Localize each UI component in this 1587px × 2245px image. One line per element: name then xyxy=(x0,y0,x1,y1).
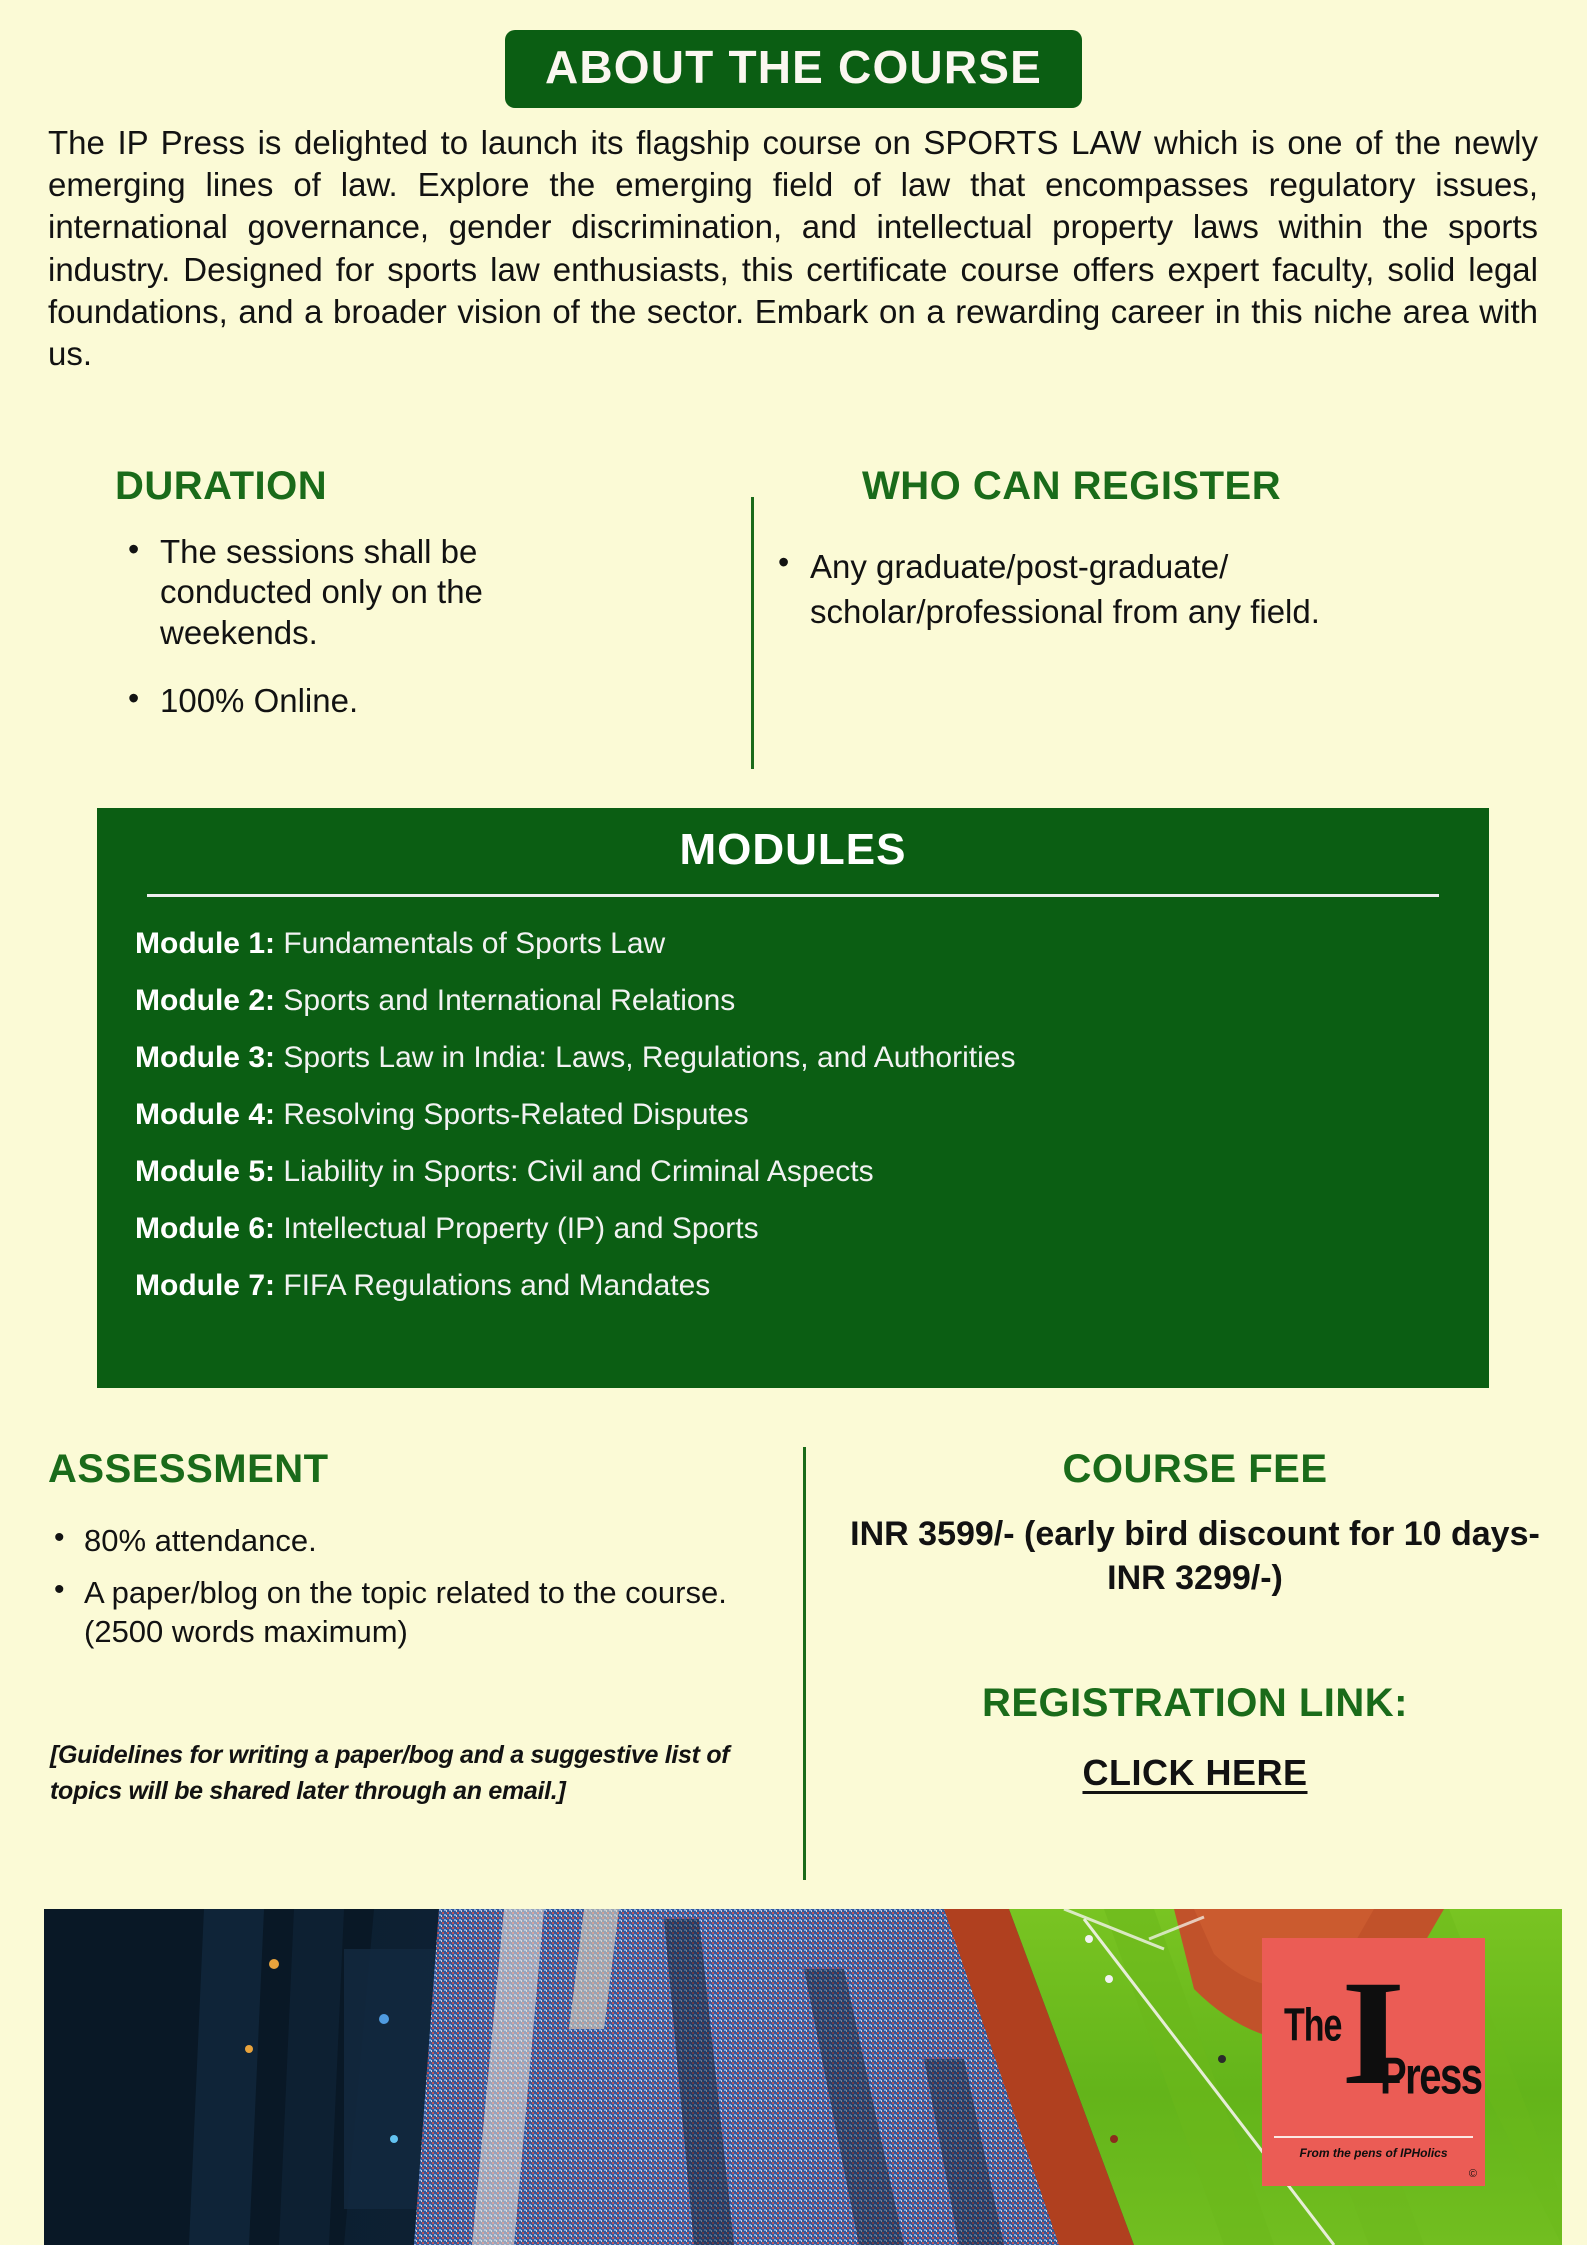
module-item xyxy=(135,1029,1489,1086)
module-label: Module 5: xyxy=(135,1155,275,1188)
module-item xyxy=(135,1257,1489,1314)
modules-heading: MODULES xyxy=(679,825,907,874)
duration-list xyxy=(120,532,540,749)
copyright-icon: © xyxy=(1468,2168,1477,2180)
module-item xyxy=(135,1143,1489,1200)
module-label: Module 4: xyxy=(135,1098,275,1131)
assessment-heading: ASSESSMENT xyxy=(48,1447,329,1491)
module-item xyxy=(135,915,1489,972)
registration-link-heading: REGISTRATION LINK: xyxy=(981,1681,1408,1725)
module-label: Module 6: xyxy=(135,1212,275,1245)
module-title: Liability in Sports: Civil and Criminal Aspects xyxy=(283,1155,874,1188)
logo-tagline: From the pens of IPHolics xyxy=(1299,2146,1448,2160)
vertical-divider-bottom xyxy=(803,1447,806,1880)
course-fee-amount: INR 3599/- (early bird discount for 10 days- INR 3299/-) xyxy=(850,1515,1540,1598)
module-label: Module 3: xyxy=(135,1041,275,1074)
list-item: • 80% attendance. xyxy=(48,1522,748,1560)
logo-press-text: Press xyxy=(1380,2048,1482,2106)
course-fee-heading: COURSE FEE xyxy=(1062,1447,1328,1491)
module-item xyxy=(135,972,1489,1029)
logo-wordmark xyxy=(1262,1938,1485,2134)
modules-list xyxy=(97,915,1489,1314)
assessment-list xyxy=(48,1522,748,1665)
logo-divider-rule xyxy=(1274,2136,1473,2138)
module-title: FIFA Regulations and Mandates xyxy=(283,1269,711,1302)
module-title: Resolving Sports-Related Disputes xyxy=(283,1098,749,1131)
header-section xyxy=(0,30,1587,108)
module-item xyxy=(135,1086,1489,1143)
list-item: • Any graduate/post-graduate/ scholar/professional from any field. xyxy=(770,545,1470,634)
about-the-course-badge: ABOUT THE COURSE xyxy=(505,30,1082,108)
who-can-register-list xyxy=(770,545,1470,662)
course-intro-paragraph: The IP Press is delighted to launch its flagship course on SPORTS LAW which is one of the newly emerging lines of law. Explore the emerging field of law that encompasses regulatory issues, international governance, gender discrimination, and intellectual property laws within the sports industry. Designed for sports law enthusiasts, this certificate course offers expert faculty, solid legal foundations, and a broader vision of the sector. Embark on a rewarding career in this niche area with us. xyxy=(48,124,1538,373)
module-label: Module 1: xyxy=(135,927,275,960)
list-item: • A paper/blog on the topic related to the course. (2500 words maximum) xyxy=(48,1574,748,1651)
vertical-divider-top xyxy=(751,497,754,769)
list-item: • 100% Online. xyxy=(120,681,540,721)
list-item: • The sessions shall be conducted only on the weekends. xyxy=(120,532,540,653)
module-title: Fundamentals of Sports Law xyxy=(283,927,666,960)
the-ip-press-logo xyxy=(1262,1938,1485,2186)
module-title: Sports and International Relations xyxy=(283,984,736,1017)
logo-the-text: The xyxy=(1284,2000,1342,2052)
who-can-register-heading: WHO CAN REGISTER xyxy=(862,464,1282,508)
logo-i-letter: I xyxy=(1341,1950,1406,2116)
module-label: Module 2: xyxy=(135,984,275,1017)
module-title: Intellectual Property (IP) and Sports xyxy=(283,1212,759,1245)
module-title: Sports Law in India: Laws, Regulations, and Authorities xyxy=(283,1041,1016,1074)
module-item xyxy=(135,1200,1489,1257)
duration-heading: DURATION xyxy=(115,464,328,508)
click-here-link[interactable]: CLICK HERE xyxy=(1082,1752,1308,1793)
module-label: Module 7: xyxy=(135,1269,275,1302)
modules-box xyxy=(97,808,1489,1388)
assessment-note: [Guidelines for writing a paper/bog and a suggestive list of topics will be shared later through an email.] xyxy=(50,1741,730,1806)
modules-divider-rule xyxy=(147,894,1439,897)
